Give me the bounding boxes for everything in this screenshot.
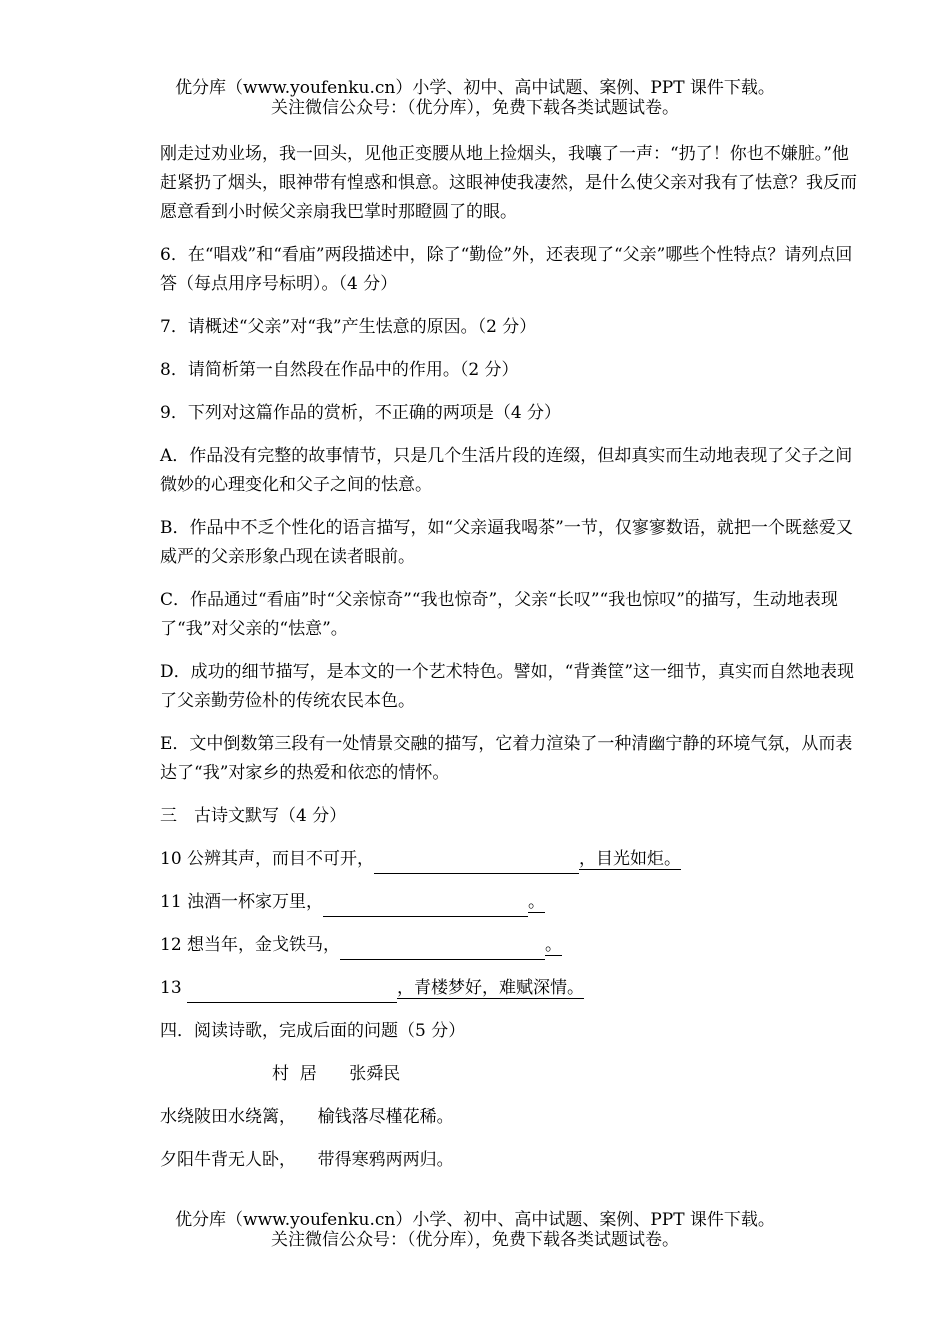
question-13-suffix: ，青楼梦好，难赋深情。 — [397, 978, 585, 998]
question-7: 7．请概述“父亲”对“我”产生怯意的原因。（2 分） — [160, 317, 537, 337]
option-b: B．作品中不乏个性化的语言描写，如“父亲逼我喝茶”一节，仅寥寥数语，就把一个既慈爱又威严的父亲形象凸现在读者眼前。 — [160, 518, 853, 567]
question-8: 8．请简析第一自然段在作品中的作用。（2 分） — [160, 360, 519, 380]
passage-paragraph: 刚走过劝业场，我一回头，见他正变腰从地上捡烟头，我嚷了一声：“扔了！你也不嫌脏。”他赶紧扔了烟头，眼神带有惶惑和惧意。这眼神使我凄然，是什么使父亲对我有了怯意？我反而愿意看到小时候父亲扇我巴掌时那瞪圆了的眼。 — [160, 144, 857, 222]
section-4-heading: 四．阅读诗歌，完成后面的问题（5 分） — [160, 1021, 466, 1041]
footer-line-2: 关注微信公众号：（优分库），免费下载各类试题试卷。 — [271, 1230, 679, 1250]
question-10-blank — [374, 853, 579, 874]
footer-line-1: 优分库（www.youfenku.cn）小学、初中、高中试题、案例、PPT 课件下载。 — [175, 1210, 775, 1230]
option-e: E．文中倒数第三段有一处情景交融的描写，它着力渲染了一种清幽宁静的环境气氛，从而表达了“我”对家乡的热爱和依恋的情怀。 — [160, 734, 853, 783]
question-10 — [152, 845, 857, 874]
page-header — [0, 78, 950, 118]
question-12-blank — [340, 939, 545, 960]
page-footer — [0, 1210, 950, 1250]
option-c: C．作品通过“看庙”时“父亲惊奇”“我也惊奇”，父亲“长叹”“我也惊叹”的描写，生动地表现了“我”对父亲的“怯意”。 — [160, 590, 838, 639]
question-13-prefix: 13 — [160, 978, 188, 998]
header-line-2: 关注微信公众号：（优分库），免费下载各类试题试卷。 — [271, 98, 679, 118]
question-6: 6．在“唱戏”和“看庙”两段描述中，除了“勤俭”外，还表现了“父亲”哪些个性特点？请列点回答（每点用序号标明）。（4 分） — [160, 245, 853, 294]
question-11-suffix: 。 — [528, 892, 546, 912]
document-body — [152, 140, 857, 1189]
question-13-blank — [187, 982, 397, 1003]
header-line-1: 优分库（www.youfenku.cn）小学、初中、高中试题、案例、PPT 课件下载。 — [175, 78, 775, 98]
question-11-prefix: 11 浊酒一杯家万里， — [160, 892, 324, 912]
section-3-heading: 三 古诗文默写（4 分） — [160, 806, 347, 826]
question-11 — [152, 888, 857, 917]
poem-line-1: 水绕陂田水绕篱， 榆钱落尽槿花稀。 — [160, 1107, 454, 1127]
option-a: A．作品没有完整的故事情节，只是几个生活片段的连缀，但却真实而生动地表现了父子之间微妙的心理变化和父子之间的怯意。 — [160, 446, 853, 495]
question-11-blank — [323, 896, 528, 917]
poem-title: 村 居 张舜民 — [272, 1064, 401, 1084]
question-9: 9．下列对这篇作品的赏析，不正确的两项是（4 分） — [160, 403, 562, 423]
question-13 — [152, 974, 857, 1003]
question-10-prefix: 10 公辨其声，而目不可开， — [160, 849, 375, 869]
question-10-suffix: ，目光如炬。 — [579, 849, 682, 869]
option-d: D．成功的细节描写，是本文的一个艺术特色。譬如，“背粪筐”这一细节，真实而自然地表现了父亲勤劳俭朴的传统农民本色。 — [160, 662, 855, 711]
question-12-prefix: 12 想当年，金戈铁马， — [160, 935, 341, 955]
poem-line-2: 夕阳牛背无人卧， 带得寒鸦两两归。 — [160, 1150, 454, 1170]
question-12-suffix: 。 — [545, 935, 563, 955]
question-12 — [152, 931, 857, 960]
